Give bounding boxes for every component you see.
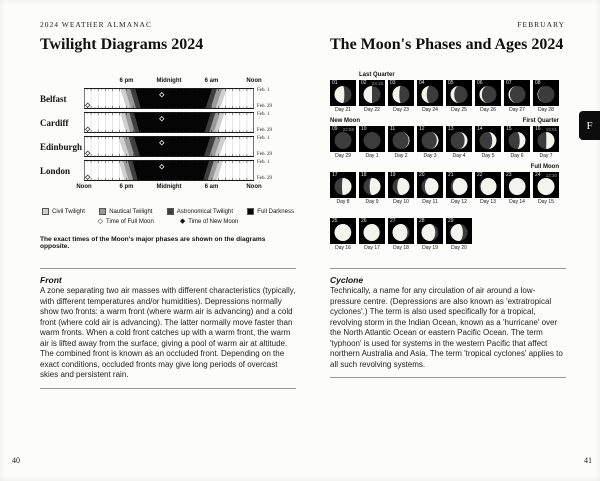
legend-label: Nautical Twilight [109,208,153,215]
twilight-legend [40,208,296,225]
moon-cell-feb-22 [475,172,501,198]
phase-time: 12:30 [545,173,557,178]
moon-age-label: Day 19 [422,245,438,251]
moon-age-label: Day 12 [451,199,467,205]
date-label: 03 [390,80,396,86]
moon-cell-feb-02 [359,80,385,106]
moon-age-label: Day 21 [335,107,351,113]
band-date-label: Feb. 29 [257,128,272,133]
phase-time: 22:59 [342,127,354,132]
moon-cell-feb-14 [475,126,501,152]
date-label: 20 [419,172,425,178]
moon-cell-feb-13 [446,126,472,152]
moon-image [446,80,472,106]
moon-age-label: Day 8 [336,199,350,205]
date-label: 08 [535,80,541,86]
moon-image [359,218,385,244]
moon-cell-row [330,218,559,244]
legend-label: Time of New Moon [188,219,239,225]
divider [40,388,296,389]
right-page [330,0,566,481]
axis-label: 6 am [204,78,219,84]
moon-cell-feb-16 [533,126,559,152]
legend-item [99,208,152,215]
moon-image [504,80,530,106]
moon-cell-feb-15 [504,126,530,152]
band-date-label: Feb. 1 [257,112,270,117]
legend-label: Full Darkness [257,208,294,215]
moon-cell-feb-21 [446,172,472,198]
date-label: 02 [361,80,367,86]
legend-label: Astronomical Twilight [176,208,233,215]
moon-cell-feb-05 [446,80,472,106]
glossary-definition: A zone separating two air masses with different characteristics (typically, with different temperatures and/or humidities). Depressions normally show two fronts: a warm front (where warm air is advancing) and a cold front (where cold air is advancing). The latter normally move faster than warm fronts. When a cold front catches up with a warm front, the warm air is lifted away from the surface, giving a pool of warm air at altitude. The combined front is known as an occluded front. Depending on the exact conditions, occluded fronts may give long periods of overcast skies and persistent rain. [40,286,296,380]
city-label: Belfast [40,93,67,104]
moon-image [475,126,501,152]
twilight-band-london [84,160,254,181]
twilight-band-cardiff [84,112,254,133]
date-label: 11 [390,126,396,132]
moon-age-label: Day 6 [510,153,524,159]
layer-darkness [134,112,211,133]
band-date-label: Feb. 29 [257,104,272,109]
band-date-label: Feb. 29 [257,176,272,181]
date-label: 18 [361,172,367,178]
legend-swatch [42,208,49,215]
glossary-front [40,268,296,389]
month-tab: F [579,111,600,140]
moon-grid-row [330,72,559,116]
moon-cell-feb-29 [446,218,472,244]
twilight-axis-top [84,78,262,87]
legend-marker-row [40,219,296,225]
legend-item [167,208,233,215]
moon-age-label: Day 20 [451,245,467,251]
phase-label-row [330,72,559,80]
date-label: 14 [477,126,483,132]
phase-label-row [330,210,559,218]
city-label: London [40,165,71,176]
axis-label: 6 pm [119,78,134,84]
band-date-label: Feb. 1 [257,136,270,141]
moon-age-label: Day 28 [538,107,554,113]
moon-cell-feb-03 [388,80,414,106]
twilight-bands [40,88,296,181]
moon-image [504,172,530,198]
city-label: Edinburgh [40,141,83,152]
axis-label: Midnight [156,78,182,84]
moon-age-label: Day 15 [538,199,554,205]
moon-age-row [330,245,559,254]
left-page [40,0,296,481]
band-date-label: Feb. 29 [257,152,272,157]
date-label: 26 [361,218,367,224]
moon-age-label: Day 18 [393,245,409,251]
twilight-axis-bottom [76,184,262,193]
date-label: 29 [448,218,454,224]
moon-age-label: Day 24 [422,107,438,113]
moon-age-row [330,107,559,116]
moon-cell-feb-20 [417,172,443,198]
moon-cell-feb-11 [388,126,414,152]
page-number-right: 41 [584,456,592,465]
new-moon-diamond-icon: ◆ [179,218,186,225]
moon-cell-feb-28 [417,218,443,244]
moon-image [533,80,559,106]
running-head-left: 2024 WEATHER ALMANAC [40,20,152,29]
moon-age-label: Day 22 [364,107,380,113]
moon-cell-feb-19 [388,172,414,198]
moon-cell-feb-01 [330,80,356,106]
glossary-term: Front [40,275,62,285]
moon-cell-row [330,80,559,106]
page-number-left: 40 [12,456,20,465]
axis-label: Noon [246,184,262,190]
twilight-row-cardiff [40,112,296,133]
moon-age-label: Day 2 [394,153,408,159]
date-label: 24 [535,172,541,178]
moon-age-label: Day 23 [393,107,409,113]
moon-image [330,126,356,152]
layer-darkness [132,160,209,181]
axis-label: Midnight [156,184,182,190]
moon-age-label: Day 3 [423,153,437,159]
date-label: 23 [506,172,512,178]
moon-grid-row [330,118,559,162]
moon-image [359,172,385,198]
legend-label: Time of Full Moon [106,219,154,225]
moon-image [417,172,443,198]
moon-image [446,126,472,152]
twilight-diagram [40,78,296,193]
moon-cell-feb-04 [417,80,443,106]
band-date-label: Feb. 1 [257,88,270,93]
date-label: 21 [448,172,454,178]
moon-cell-feb-10 [359,126,385,152]
phase-label-row [330,118,559,126]
band-date-labels [254,112,284,133]
glossary-cyclone [330,268,566,378]
moon-age-label: Day 29 [335,153,351,159]
divider [330,377,566,378]
moon-image [388,126,414,152]
date-label: 06 [477,80,483,86]
moon-image [330,218,356,244]
running-head-right: FEBRUARY [517,20,565,29]
phase-time: 23:18 [371,81,383,86]
full-moon-diamond-icon: ◇ [97,218,104,225]
moon-image [330,80,356,106]
moon-image [446,218,472,244]
moon-image [504,126,530,152]
moon-cell-feb-24 [533,172,559,198]
twilight-row-london [40,160,296,181]
moon-image [388,172,414,198]
band-date-label: Feb. 1 [257,160,270,165]
moon-cell-feb-07 [504,80,530,106]
legend-layer-row [40,208,296,215]
date-label: 28 [419,218,425,224]
moon-image [417,218,443,244]
moon-cell-row [330,172,559,198]
phase-label-row [330,164,559,172]
moon-age-row [330,153,559,162]
moon-cell-feb-17 [330,172,356,198]
date-label: 19 [390,172,396,178]
diagram-caption: The exact times of the Moon's major phases are shown on the diagrams opposite. [40,236,266,250]
axis-label: 6 pm [119,184,134,190]
moon-age-label: Day 1 [365,153,379,159]
legend-swatch [167,208,174,215]
moon-cell-feb-27 [388,218,414,244]
axis-label: Noon [246,78,262,84]
moon-image [417,80,443,106]
legend-label: Civil Twilight [52,208,85,215]
twilight-band-edinburgh [84,136,254,157]
moon-image [533,172,559,198]
divider [330,268,566,269]
date-label: 13 [448,126,454,132]
legend-item [180,219,239,225]
date-label: 09 [332,126,338,132]
moon-age-label: Day 25 [451,107,467,113]
legend-swatch [99,208,106,215]
moon-image [330,172,356,198]
moon-age-label: Day 11 [422,199,438,205]
moon-grid-row [330,210,559,254]
layer-darkness [135,88,212,109]
date-label: 10 [361,126,367,132]
date-label: 25 [332,218,338,224]
date-label: 17 [332,172,338,178]
moon-cell-feb-18 [359,172,385,198]
moon-age-label: Day 10 [393,199,409,205]
band-date-labels [254,160,284,181]
page-title-left: Twilight Diagrams 2024 [40,36,204,53]
moon-image [417,126,443,152]
divider [40,268,296,269]
moon-age-label: Day 4 [452,153,466,159]
moon-cell-feb-09 [330,126,356,152]
legend-swatch [247,208,254,215]
page-title-right: The Moon's Phases and Ages 2024 [330,36,564,53]
moon-age-label: Day 7 [539,153,553,159]
date-label: 01 [332,80,338,86]
moon-image [475,80,501,106]
moon-phase-grid [330,72,559,256]
moon-image [359,80,385,106]
moon-cell-feb-08 [533,80,559,106]
moon-cell-feb-26 [359,218,385,244]
glossary-term: Cyclone [330,275,364,285]
moon-grid-row [330,164,559,208]
date-label: 12 [419,126,425,132]
axis-label: Noon [76,184,92,190]
moon-age-row [330,199,559,208]
moon-cell-feb-06 [475,80,501,106]
moon-image [533,126,559,152]
moon-image [388,80,414,106]
moon-image [359,126,385,152]
moon-image [388,218,414,244]
date-label: 04 [419,80,425,86]
moon-cell-feb-25 [330,218,356,244]
moon-age-label: Day 14 [509,199,525,205]
moon-image [475,172,501,198]
phase-label: Full Moon [530,164,559,170]
twilight-row-belfast [40,88,296,109]
date-label: 15 [506,126,512,132]
date-label: 22 [477,172,483,178]
moon-cell-feb-12 [417,126,443,152]
phase-time: 15:01 [545,127,557,132]
twilight-band-belfast [84,88,254,109]
moon-age-label: Day 26 [480,107,496,113]
moon-age-label: Day 9 [365,199,379,205]
legend-item [98,219,154,225]
city-label: Cardiff [40,117,69,128]
moon-age-label: Day 27 [509,107,525,113]
moon-cell-row [330,126,559,152]
phase-label: Last Quarter [359,72,395,78]
moon-age-label: Day 17 [364,245,380,251]
legend-item [247,208,294,215]
twilight-row-edinburgh [40,136,296,157]
axis-label: 6 am [204,184,219,190]
band-date-labels [254,136,284,157]
glossary-definition: Technically, a name for any circulation of air around a low-pressure centre. (Depressions are also known as 'extratropical cyclones'.) The term is also used specifically for a tropical, revolving storm in the Indian Ocean, known as a 'hurricane' over the North Atlantic Ocean or eastern Pacific Ocean. The term 'typhoon' is used for systems in the western Pacific that affect northern Australia and Asia. The term 'tropical cyclones' applies to all such revolving systems. [330,286,563,369]
date-label: 07 [506,80,512,86]
moon-age-label: Day 16 [335,245,351,251]
date-label: 16 [535,126,541,132]
date-label: 27 [390,218,396,224]
moon-age-label: Day 5 [481,153,495,159]
moon-cell-feb-23 [504,172,530,198]
legend-item [42,208,85,215]
date-label: 05 [448,80,454,86]
phase-label: New Moon [330,118,360,124]
phase-label: First Quarter [522,118,559,124]
band-date-labels [254,88,284,109]
layer-darkness [134,136,211,157]
moon-age-label: Day 13 [480,199,496,205]
moon-image [446,172,472,198]
